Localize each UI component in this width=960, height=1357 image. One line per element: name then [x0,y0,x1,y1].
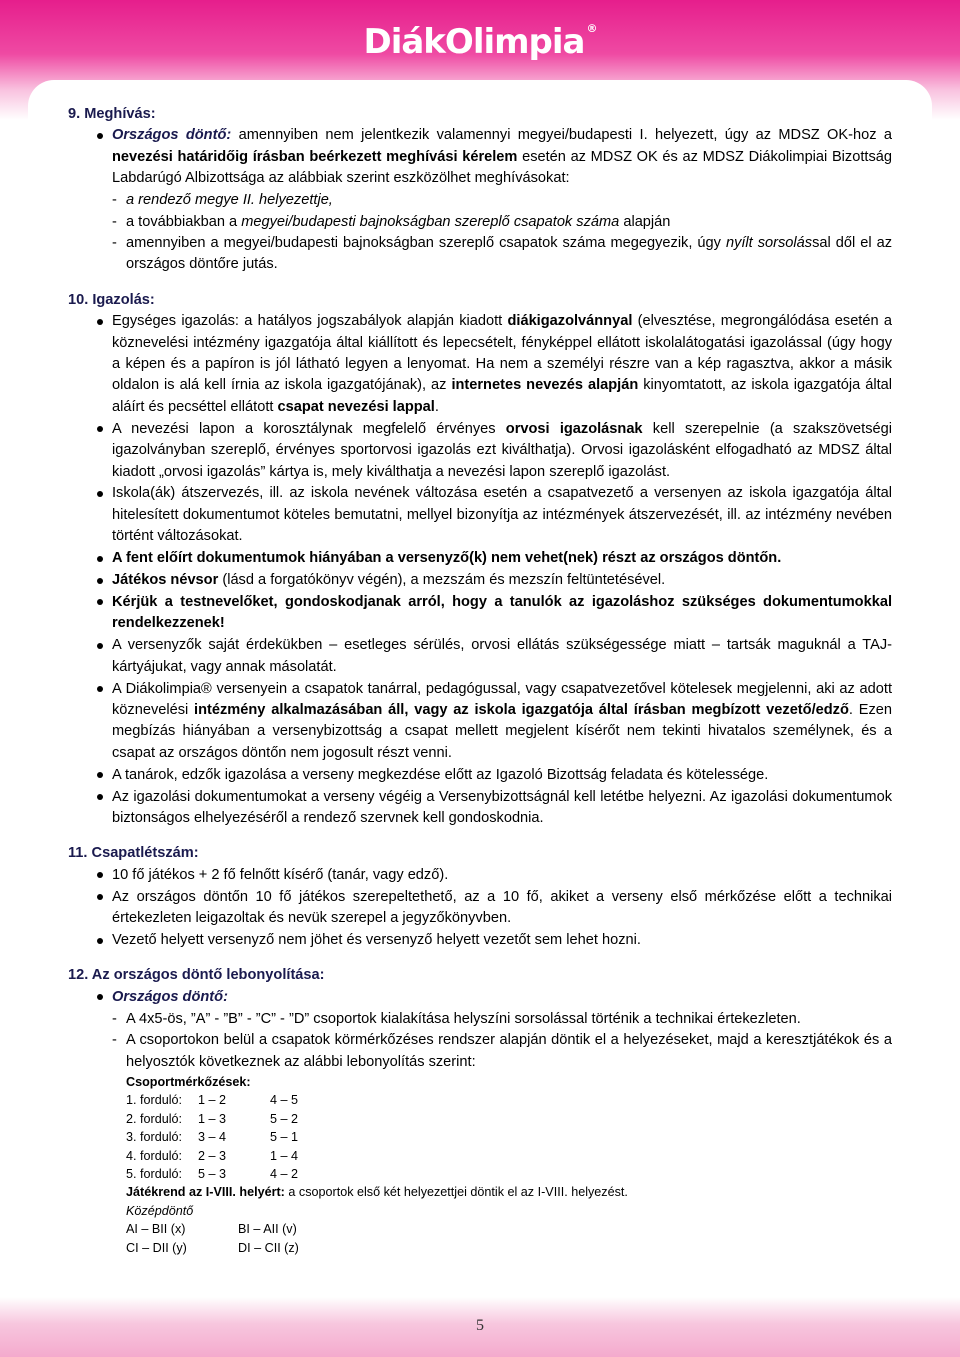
list-item: Egységes igazolás: a hatályos jogszabályok alapján kiadott diákigazolvánnyal (elvesztése, megrongálódása esetén a köznevelési intézmény igazgatója által kiállított és lepecsételt, fényképpel ellátott iskolalátogatási igazolással (úgy hogy a képen és a papíron is jól látható legyen a lenyomat. Ha nem a személyi részre van a kép ragasztva, akkor a másik oldalon is alá kell írnia az iskola igazgatójának), az internetes nevezés alapján kinyomtatott, az iskola igazgatója által aláírt és pecséttel ellátott csapat nevezési lappal. [68,311,892,418]
schedule-table [68,1073,892,1257]
kozepdonto-title: Középdöntő [126,1203,194,1218]
section-igazolas [68,290,892,830]
section-title: 9. Meghívás: [68,106,156,122]
table-row: 4. forduló: 2 – 3 1 – 4 [126,1148,299,1163]
list-item: Az igazolási dokumentumokat a verseny végéig a Versenybizottságnál kell letétbe helyezni. Az igazolási dokumentumok biztonságos elhelyezéséről a rendező szervnek kell gondoskodnia. [68,787,892,830]
dash-item: - A csoportokon belül a csapatok körmérkőzéses rendszer alapján döntik el a helyezéseket, majd a keresztjátékok és a helyosztók következnek az alábbi lebonyolítás szerint: [68,1030,892,1073]
list-item: A versenyzők saját érdekükben – esetleges sérülés, orvosi ellátás szükségessége miatt – tartsák maguknál a TAJ-kártyájukat, vagy annak másolatát. [68,635,892,678]
dash-item: - a rendező megye II. helyezettje, [68,190,892,211]
list-item: A tanárok, edzők igazolása a verseny megkezdése előtt az Igazoló Bizottság feladata és kötelessége. [68,765,892,786]
page-number: 5 [476,1317,484,1334]
table-row: 5. forduló: 5 – 3 4 – 2 [126,1167,299,1181]
list-item: Kérjük a testnevelőket, gondoskodjanak arról, hogy a tanulók az igazoláshoz szükséges dokumentumokkal rendelkezzenek! [68,592,892,635]
list-item: Országos döntő: [68,987,892,1008]
jatekrend-line: Játékrend az I-VIII. helyért: a csoportok első két helyezettjei döntik el az I-VIII. helyezést. [126,1185,628,1200]
dash-item: - A 4x5-ös, ”A” - ”B” - ”C” - ”D” csoportok kialakítása helyszíni sorsolással történik a technikai értekezleten. [68,1009,892,1030]
table-row: 3. forduló: 3 – 4 5 – 1 [126,1130,299,1145]
schedule-title: Csoportmérkőzések: [126,1074,251,1089]
section-meghivas [68,104,892,276]
table-row: CI – DII (y) DI – CII (z) [126,1240,299,1255]
list-item: Országos döntő: amennyiben nem jelentkezik valamennyi megyei/budapesti I. helyezett, úgy az MDSZ OK-hoz a nevezési határidőig írásban beérkezett meghívási kérelem esetén az MDSZ OK és az MDSZ Diákolimpiai Bizottság Labdarúgó Albizottsága az alábbiak szerint eszközölhet meghívásokat: [68,125,892,189]
dash-item: - amennyiben a megyei/budapesti bajnokságban szereplő csapatok száma megegyezik, úgy nyílt sorsolással dől el az országos döntőre jutás. [68,233,892,276]
document-body [68,104,892,1271]
list-item: Vezető helyett versenyző nem jöhet és versenyző helyett vezetőt sem lehet hozni. [68,930,892,951]
section-lebonyolitas [68,965,892,1257]
list-item: Az országos döntőn 10 fő játékos szerepeltethető, az a 10 fő, akiket a verseny első mérkőzése előtt a technikai értekezleten leigazoltak és nevük szerepel a jegyzőkönyvben. [68,887,892,930]
diakolimpia-logo: DiákOlimpia ® [363,22,597,62]
list-item: 10 fő játékos + 2 fő felnőtt kísérő (tanár, vagy edző). [68,865,892,886]
table-row: 1. forduló: 1 – 2 4 – 5 [126,1093,299,1108]
list-item: Játékos névsor (lásd a forgatókönyv végén), a mezszám és mezszín feltüntetésével. [68,570,892,591]
table-row: AI – BII (x) BI – AII (v) [126,1222,297,1237]
list-item: Iskola(ák) átszervezés, ill. az iskola nevének változása esetén a csapatvezető a versenyen az iskola igazgatója által hitelesített dokumentumot köteles bemutatni, mellyel bizonyítja az intézmények átszervezését, ill. az intézmény nevében történt változásokat. [68,483,892,547]
section-title: 12. Az országos döntő lebonyolítása: [68,967,325,984]
dash-item: - a továbbiakban a megyei/budapesti bajnokságban szereplő csapatok száma alapján [68,212,892,233]
section-title: 11. Csapatlétszám: [68,845,199,862]
section-csapatletszam [68,843,892,951]
section-title: 10. Igazolás: [68,291,155,308]
table-row: 2. forduló: 1 – 3 5 – 2 [126,1111,299,1126]
list-item: A nevezési lapon a korosztálynak megfelelő érvényes orvosi igazolásnak kell szerepelnie (a szakszövetségi igazolványban szereplő, érvényes sportorvosi igazolás ezt kiválthatja). Orvosi igazolásként elfogadható az MDSZ által kiadott „orvosi igazolás” kártya is, mely kiválthatja a nevezési lapon szereplő igazolást. [68,419,892,483]
list-item: A Diákolimpia® versenyein a csapatok tanárral, pedagógussal, vagy csapatvezetővel kötelesek megjelenni, aki az adott köznevelési intézmény alkalmazásában áll, vagy az iskola igazgatója által írásban megbízott vezető/edző. Ezen megbízás hiányában a versenybizottság a csapat mellett megjelent kísérőt nem tekinti hivatalos személynek, és a csapat az országos döntőn nem jogosult részt venni. [68,679,892,765]
list-item: A fent előírt dokumentumok hiányában a versenyző(k) nem vehet(nek) részt az országos döntőn. [68,548,892,569]
